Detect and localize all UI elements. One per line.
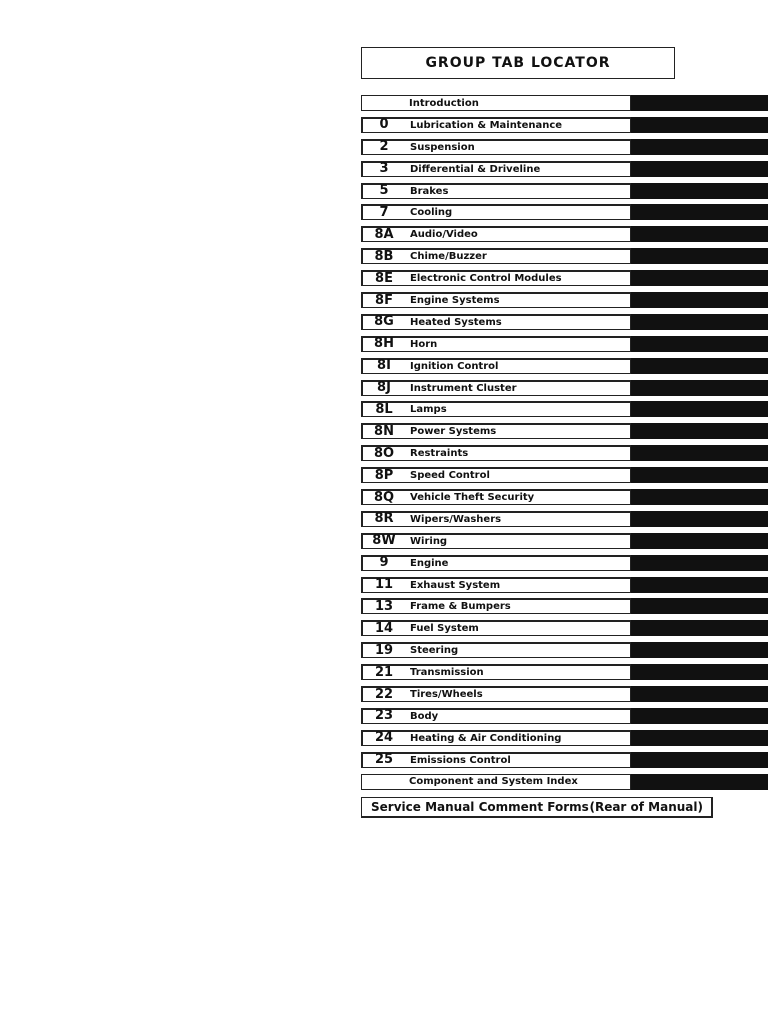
tab-row-box — [361, 533, 631, 549]
black-tab-marker[interactable] — [631, 445, 768, 461]
group-label: Heated Systems — [410, 316, 502, 328]
tab-row[interactable] — [361, 423, 768, 439]
tab-row[interactable] — [361, 511, 768, 527]
black-tab-marker[interactable] — [631, 117, 768, 133]
group-label: Lubrication & Maintenance — [410, 119, 563, 131]
tab-row-box — [361, 380, 631, 396]
tab-row-box — [361, 467, 631, 483]
group-label: Engine Systems — [410, 295, 500, 307]
tab-row[interactable] — [361, 774, 768, 790]
tab-row[interactable] — [361, 577, 768, 593]
tab-row-box — [361, 358, 631, 374]
black-tab-marker[interactable] — [631, 401, 768, 417]
black-tab-marker[interactable] — [631, 489, 768, 505]
comment-forms-location: (Rear of Manual) — [589, 800, 703, 814]
tab-row[interactable] — [361, 467, 768, 483]
tab-row[interactable] — [361, 358, 768, 374]
group-label: Ignition Control — [410, 360, 499, 372]
black-tab-marker[interactable] — [631, 336, 768, 352]
tab-row[interactable] — [361, 730, 768, 746]
group-label: Transmission — [410, 667, 484, 679]
group-number: 8G — [374, 314, 394, 330]
tab-row-box — [361, 292, 631, 308]
black-tab-marker[interactable] — [631, 139, 768, 155]
group-number: 8L — [375, 401, 393, 417]
group-label: Frame & Bumpers — [410, 601, 511, 613]
tab-row-box — [361, 248, 631, 264]
tab-row[interactable] — [361, 270, 768, 286]
tab-row-box — [361, 226, 631, 242]
tab-list — [361, 95, 768, 796]
group-number: 8N — [374, 423, 394, 439]
comment-forms-row[interactable] — [361, 797, 713, 818]
tab-row-box — [361, 489, 631, 505]
tab-row-box — [361, 642, 631, 658]
group-number: 8I — [377, 358, 391, 374]
group-label: Horn — [410, 338, 438, 350]
group-number: 8O — [373, 445, 395, 461]
tab-row-box — [361, 117, 631, 133]
group-number: 8Q — [373, 489, 395, 505]
group-number: 8W — [372, 533, 396, 549]
tab-row[interactable] — [361, 380, 768, 396]
black-tab-marker[interactable] — [631, 533, 768, 549]
black-tab-marker[interactable] — [631, 204, 768, 220]
group-number: 21 — [374, 664, 394, 680]
group-label: Audio/Video — [410, 229, 478, 241]
black-tab-marker[interactable] — [631, 708, 768, 724]
tab-row-box — [361, 577, 631, 593]
tab-row-box — [361, 730, 631, 746]
tab-row[interactable] — [361, 533, 768, 549]
group-label: Instrument Cluster — [410, 382, 517, 394]
group-number: 14 — [374, 620, 394, 636]
group-label: Wiring — [410, 535, 448, 547]
group-label: Speed Control — [410, 470, 490, 482]
group-label: Engine — [410, 557, 449, 569]
tab-row[interactable] — [361, 708, 768, 724]
tab-row-box — [361, 336, 631, 352]
group-label: Steering — [410, 645, 459, 657]
group-label: Heating & Air Conditioning — [410, 732, 562, 744]
group-number: 8A — [374, 226, 394, 242]
group-number: 5 — [379, 183, 389, 199]
black-tab-marker[interactable] — [631, 752, 768, 768]
black-tab-marker[interactable] — [631, 664, 768, 680]
black-tab-marker[interactable] — [631, 183, 768, 199]
tab-row[interactable] — [361, 204, 768, 220]
group-label: Power Systems — [410, 426, 497, 438]
black-tab-marker[interactable] — [631, 686, 768, 702]
tab-row[interactable] — [361, 664, 768, 680]
group-label: Cooling — [410, 207, 453, 219]
group-label: Tires/Wheels — [410, 689, 483, 701]
comment-forms-label: Service Manual Comment Forms — [371, 800, 589, 814]
tab-row-box — [361, 139, 631, 155]
tab-row-box — [361, 401, 631, 417]
group-label: Exhaust System — [410, 579, 501, 591]
black-tab-marker[interactable] — [631, 511, 768, 527]
group-number: 7 — [379, 204, 389, 220]
group-label: Vehicle Theft Security — [410, 492, 535, 504]
group-number: 25 — [374, 752, 394, 768]
tab-row[interactable] — [361, 598, 768, 614]
group-label: Component and System Index — [409, 776, 578, 788]
group-number: 2 — [379, 139, 389, 155]
black-tab-marker[interactable] — [631, 358, 768, 374]
tab-row[interactable] — [361, 445, 768, 461]
black-tab-marker[interactable] — [631, 577, 768, 593]
group-label: Introduction — [409, 97, 479, 109]
tab-row-box — [361, 183, 631, 199]
group-label: Brakes — [410, 185, 449, 197]
group-label: Differential & Driveline — [410, 163, 541, 175]
tab-row[interactable] — [361, 139, 768, 155]
black-tab-marker[interactable] — [631, 314, 768, 330]
black-tab-marker[interactable] — [631, 642, 768, 658]
black-tab-marker[interactable] — [631, 730, 768, 746]
black-tab-marker[interactable] — [631, 95, 768, 111]
tab-row[interactable] — [361, 95, 768, 111]
tab-row-box — [361, 204, 631, 220]
tab-row[interactable] — [361, 117, 768, 133]
group-label: Electronic Control Modules — [410, 273, 562, 285]
group-label: Lamps — [410, 404, 447, 416]
tab-row-box — [361, 620, 631, 636]
page-title: GROUP TAB LOCATOR — [361, 47, 675, 79]
black-tab-marker[interactable] — [631, 248, 768, 264]
tab-row[interactable] — [361, 161, 768, 177]
black-tab-marker[interactable] — [631, 598, 768, 614]
tab-row[interactable] — [361, 183, 768, 199]
tab-row-box — [361, 664, 631, 680]
tab-row[interactable] — [361, 752, 768, 768]
tab-row-box — [361, 686, 631, 702]
tab-row-box — [361, 423, 631, 439]
tab-row-box — [361, 752, 631, 768]
group-number: 11 — [374, 577, 394, 593]
group-label: Wipers/Washers — [410, 513, 502, 525]
black-tab-marker[interactable] — [631, 774, 768, 790]
tab-row[interactable] — [361, 314, 768, 330]
group-number: 9 — [379, 555, 389, 571]
tab-row[interactable] — [361, 555, 768, 571]
tab-row[interactable] — [361, 620, 768, 636]
group-number: 8E — [375, 270, 393, 286]
group-number: 19 — [374, 642, 394, 658]
group-number: 23 — [374, 708, 394, 724]
group-label: Chime/Buzzer — [410, 251, 487, 263]
group-number: 8B — [374, 248, 394, 264]
group-label: Fuel System — [410, 623, 479, 635]
group-label: Restraints — [410, 448, 469, 460]
tab-row-box — [361, 445, 631, 461]
group-number: 24 — [374, 730, 394, 746]
black-tab-marker[interactable] — [631, 555, 768, 571]
black-tab-marker[interactable] — [631, 380, 768, 396]
tab-row-box — [361, 270, 631, 286]
group-number: 8R — [374, 511, 394, 527]
tab-row[interactable] — [361, 226, 768, 242]
group-number: 0 — [379, 117, 389, 133]
tab-row[interactable] — [361, 489, 768, 505]
black-tab-marker[interactable] — [631, 467, 768, 483]
black-tab-marker[interactable] — [631, 161, 768, 177]
tab-row[interactable] — [361, 642, 768, 658]
group-label: Body — [410, 710, 439, 722]
tab-row-box — [361, 555, 631, 571]
tab-row[interactable] — [361, 292, 768, 308]
group-number: 13 — [374, 598, 394, 614]
black-tab-marker[interactable] — [631, 423, 768, 439]
tab-row-box — [361, 95, 631, 111]
tab-row-box — [361, 161, 631, 177]
group-label: Suspension — [410, 141, 475, 153]
tab-row[interactable] — [361, 686, 768, 702]
tab-row-box — [361, 598, 631, 614]
black-tab-marker[interactable] — [631, 292, 768, 308]
group-number: 22 — [374, 686, 394, 702]
tab-row-box — [361, 511, 631, 527]
black-tab-marker[interactable] — [631, 226, 768, 242]
black-tab-marker[interactable] — [631, 270, 768, 286]
tab-row-box — [361, 708, 631, 724]
tab-row[interactable] — [361, 401, 768, 417]
tab-row-box — [361, 774, 631, 790]
black-tab-marker[interactable] — [631, 620, 768, 636]
tab-row[interactable] — [361, 336, 768, 352]
group-label: Emissions Control — [410, 754, 511, 766]
tab-row-box — [361, 314, 631, 330]
group-number: 8H — [374, 336, 394, 352]
group-number: 3 — [379, 161, 389, 177]
group-number: 8F — [375, 292, 393, 308]
tab-row[interactable] — [361, 248, 768, 264]
group-number: 8P — [374, 467, 394, 483]
group-number: 8J — [377, 380, 391, 396]
